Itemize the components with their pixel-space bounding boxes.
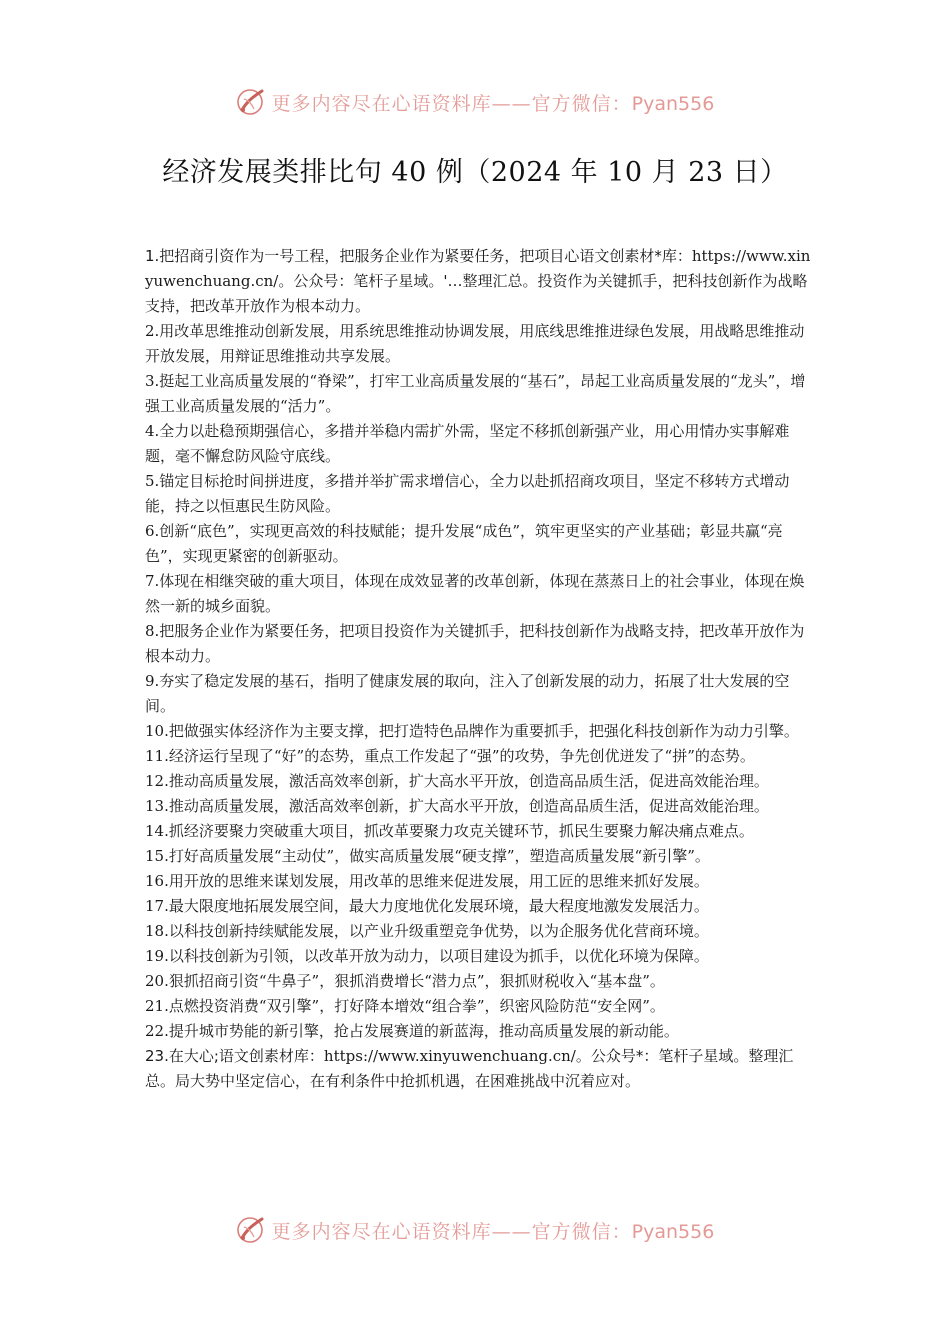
footer-watermark (0, 1210, 950, 1250)
watermark-text: 更多内容尽在心语资料库——官方微信：Pyan556 (271, 92, 715, 115)
list-item: 17.最大限度地拓展发展空间，最大力度地优化发展环境，最大程度地激发发展活力。 (145, 897, 709, 915)
list-item: 15.打好高质量发展“主动仗”，做实高质量发展“硬支撑”，塑造高质量发展“新引擎”。 (145, 847, 710, 865)
page-title: 经济发展类排比句 40 例（2024 年 10 月 23 日） (162, 157, 788, 188)
list-item: 13.推动高质量发展，激活高效率创新，扩大高水平开放，创造高品质生活，促进高效能治理。 (145, 797, 769, 815)
list-item: 14.抓经济要聚力突破重大项目，抓改革要聚力攻克关键环节，抓民生要聚力解决痛点难点。 (145, 822, 754, 840)
list-item: 7.体现在相继突破的重大项目，体现在成效显著的改革创新，体现在蒸蒸日上的社会事业，体现在焕然一新的城乡面貌。 (145, 572, 805, 615)
list-item: 22.提升城市势能的新引擎，抢占发展赛道的新蓝海，推动高质量发展的新动能。 (145, 1022, 679, 1040)
list-item: 20.狠抓招商引资“牛鼻子”，狠抓消费增长“潜力点”，狠抓财税收入“基本盘”。 (145, 972, 665, 990)
list-item: 23.在大心;语文创素材库：https://www.xinyuwenchuang.cn/。公众号*：笔杆子星域。整理汇总。局大势中坚定信心，在有利条件中抢抓机遇，在困难挑战中沉着应对。 (145, 1047, 794, 1090)
list-item: 8.把服务企业作为紧要任务，把项目投资作为关键抓手，把科技创新作为战略支持，把改革开放作为根本动力。 (145, 622, 805, 665)
list-item: 18.以科技创新持续赋能发展，以产业升级重塑竞争优势，以为企服务优化营商环境。 (145, 922, 709, 940)
list-item: 9.夯实了稳定发展的基石，指明了健康发展的取向，注入了创新发展的动力，拓展了壮大发展的空间。 (145, 672, 790, 715)
sentence-list (145, 244, 817, 1094)
list-item: 21.点燃投资消费“双引擎”，打好降本增效“组合拳”，织密风险防范“安全网”。 (145, 997, 665, 1015)
list-item: 19.以科技创新为引领，以改革开放为动力，以项目建设为抓手，以优化环境为保障。 (145, 947, 709, 965)
list-item: 12.推动高质量发展，激活高效率创新，扩大高水平开放，创造高品质生活，促进高效能治理。 (145, 772, 769, 790)
list-item: 11.经济运行呈现了“好”的态势，重点工作发起了“强”的攻势，争先创优迸发了“拼”的态势。 (145, 747, 755, 765)
list-item: 6.创新“底色”，实现更高效的科技赋能；提升发展“成色”，筑牢更坚实的产业基础；彰显共赢“亮色”，实现更紧密的创新驱动。 (145, 522, 783, 565)
header-watermark (0, 82, 950, 122)
list-item: 3.挺起工业高质量发展的“脊梁”，打牢工业高质量发展的“基石”，昂起工业高质量发展的“龙头”，增强工业高质量发展的“活力”。 (145, 372, 806, 415)
list-item: 16.用开放的思维来谋划发展，用改革的思维来促进发展，用工匠的思维来抓好发展。 (145, 872, 709, 890)
brush-logo-icon (236, 87, 266, 117)
watermark-text: 更多内容尽在心语资料库——官方微信：Pyan556 (271, 1220, 715, 1243)
brush-logo-icon (236, 1215, 266, 1245)
list-item: 4.全力以赴稳预期强信心，多措并举稳内需扩外需，坚定不移抓创新强产业，用心用情办实事解难题，毫不懈怠防风险守底线。 (145, 422, 790, 465)
list-item: 5.锚定目标抢时间拼进度，多措并举扩需求增信心，全力以赴抓招商攻项目，坚定不移转方式增动能，持之以恒惠民生防风险。 (145, 472, 790, 515)
list-item: 10.把做强实体经济作为主要支撑，把打造特色品牌作为重要抓手，把强化科技创新作为动力引擎。 (145, 722, 799, 740)
list-item: 1.把招商引资作为一号工程，把服务企业作为紧要任务，把项目心语文创素材*库：https://www.xinyuwenchuang.cn/。公众号：笔杆子星域。'…整理汇总。投资作为关键抓手，把科技创新作为战略支持，把改革开放作为根本动力。 (145, 247, 811, 315)
list-item: 2.用改革思维推动创新发展，用系统思维推动协调发展，用底线思维推进绿色发展，用战略思维推动开放发展，用辩证思维推动共享发展。 (145, 322, 805, 365)
